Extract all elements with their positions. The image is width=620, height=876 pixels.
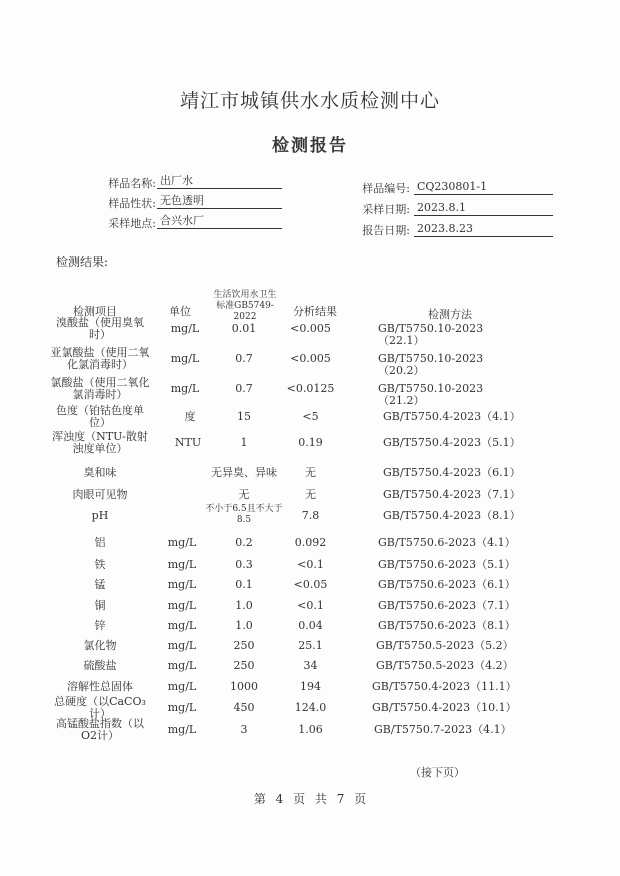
row-method: GB/T5750.6-2023（7.1） [378,599,516,612]
row-item: pH [91,509,109,522]
row-result: 0.04 [298,619,323,632]
row-result: 无 [305,466,316,479]
row-result: 7.8 [301,509,320,522]
org-title: 靖江市城镇供水水质检测中心 [179,90,440,112]
row-result: <0.005 [290,322,331,335]
row-method: GB/T5750.4-2023（7.1） [383,488,521,501]
row-unit: mg/L [167,701,197,714]
row-method: GB/T5750.5-2023（5.2） [376,639,514,652]
row-method: GB/T5750.4-2023（10.1） [372,701,517,714]
row-unit: mg/L [167,558,197,571]
row-standard: 无 [238,488,250,501]
row-result: 无 [305,488,316,501]
row-standard: 无异臭、异味 [211,466,277,479]
row-item: 溴酸盐（使用臭氧时） [56,316,144,341]
row-method: GB/T5750.6-2023（4.1） [378,536,516,549]
row-result: <0.05 [293,578,328,591]
row-result: 0.092 [294,536,327,549]
row-item: 硫酸盐 [83,659,117,672]
row-item: 浑浊度（NTU-散射浊度单位） [52,430,148,455]
row-standard: 0.7 [235,352,253,365]
sample-location-value: 合兴水厂 [157,214,282,229]
row-standard: 1.0 [235,619,253,632]
row-unit: mg/L [167,619,197,632]
header-standard: 生活饮用水卫生标准GB5749-2022 [213,290,277,322]
row-result: 0.19 [298,436,323,449]
page-number: 第 4 页 共 7 页 [253,792,367,806]
row-result: <0.005 [290,352,331,365]
row-result: <5 [302,410,319,423]
row-standard: 不小于6.5且不大于8.5 [205,504,283,525]
row-standard: 0.1 [235,578,253,591]
row-item: 锰 [94,578,106,591]
row-method: GB/T5750.7-2023（4.1） [374,723,512,736]
row-standard: 15 [237,410,251,423]
row-unit: mg/L [167,536,197,549]
row-item: 亚氯酸盐（使用二氧化氯消毒时） [50,346,150,371]
row-standard: 1.0 [235,599,253,612]
report-title: 检测报告 [272,136,348,156]
report-date-label: 报告日期: [362,224,410,237]
sample-name-label: 样品名称: [108,177,156,190]
row-standard: 0.3 [235,558,253,571]
row-result: <0.1 [297,558,324,571]
row-standard: 0.7 [235,382,253,395]
sample-name-value: 出厂水 [157,174,282,189]
header-result: 分析结果 [293,305,337,318]
header-method: 检测方法 [428,308,472,321]
row-standard: 250 [233,639,255,652]
row-method: GB/T5750.10-2023（20.2） [378,352,484,377]
sample-nature-label: 样品性状: [108,197,156,210]
row-method: GB/T5750.5-2023（4.2） [376,659,514,672]
row-unit: mg/L [167,599,197,612]
row-item: 臭和味 [83,466,117,479]
row-method: GB/T5750.10-2023（22.1） [378,322,484,347]
row-method: GB/T5750.4-2023（6.1） [383,466,521,479]
row-method: GB/T5750.4-2023（8.1） [383,509,521,522]
row-unit: mg/L [167,659,197,672]
row-method: GB/T5750.6-2023（5.1） [378,558,516,571]
row-standard: 0.2 [235,536,253,549]
header-item: 检测项目 [73,305,117,318]
report-date-value: 2023.8.23 [414,222,553,237]
header-unit: 单位 [169,305,191,318]
row-method: GB/T5750.4-2023（4.1） [383,410,521,423]
row-unit: NTU [174,436,202,449]
row-standard: 3 [240,723,248,736]
row-item: 高锰酸盐指数（以O2计） [56,717,144,742]
row-result: 1.06 [298,723,323,736]
row-result: <0.0125 [286,382,335,395]
row-result: 194 [300,680,321,693]
row-unit: mg/L [170,352,200,365]
row-item: 铁 [94,558,106,571]
row-method: GB/T5750.4-2023（11.1） [372,680,517,693]
sample-date-label: 采样日期: [362,203,410,216]
row-method: GB/T5750.6-2023（6.1） [378,578,516,591]
sample-nature-value: 无色透明 [157,194,282,209]
row-item: 总硬度（以CaCO₃计） [54,695,146,720]
row-item: 铜 [94,599,106,612]
row-item: 锌 [94,619,106,632]
row-method: GB/T5750.6-2023（8.1） [378,619,516,632]
row-item: 铝 [94,536,106,549]
row-unit: mg/L [167,639,197,652]
row-result: 25.1 [298,639,323,652]
continued-note: （接下页） [410,766,465,779]
sample-date-value: 2023.8.1 [414,201,553,216]
row-standard: 450 [233,701,255,714]
row-unit: mg/L [170,322,200,335]
row-result: 124.0 [294,701,327,714]
row-standard: 1 [240,436,248,449]
row-unit: mg/L [167,680,197,693]
sample-location-label: 采样地点: [108,217,156,230]
row-item: 氯酸盐（使用二氧化氯消毒时） [50,376,150,401]
row-unit: mg/L [170,382,200,395]
row-method: GB/T5750.10-2023（21.2） [378,382,484,407]
row-item: 溶解性总固体 [67,680,133,693]
row-result: <0.1 [297,599,324,612]
row-standard: 250 [233,659,255,672]
row-method: GB/T5750.4-2023（5.1） [383,436,521,449]
results-label: 检测结果: [56,255,109,269]
sample-no-value: CQ230801-1 [414,180,553,195]
row-result: 34 [303,659,318,672]
row-standard: 0.01 [231,322,257,335]
row-item: 氯化物 [83,639,117,652]
row-item: 肉眼可见物 [72,488,128,501]
row-standard: 1000 [230,680,258,693]
row-unit: 度 [184,410,196,423]
row-unit: mg/L [167,578,197,591]
row-item: 色度（铂钴色度单位） [56,404,144,429]
sample-no-label: 样品编号: [362,182,410,195]
row-unit: mg/L [167,723,197,736]
